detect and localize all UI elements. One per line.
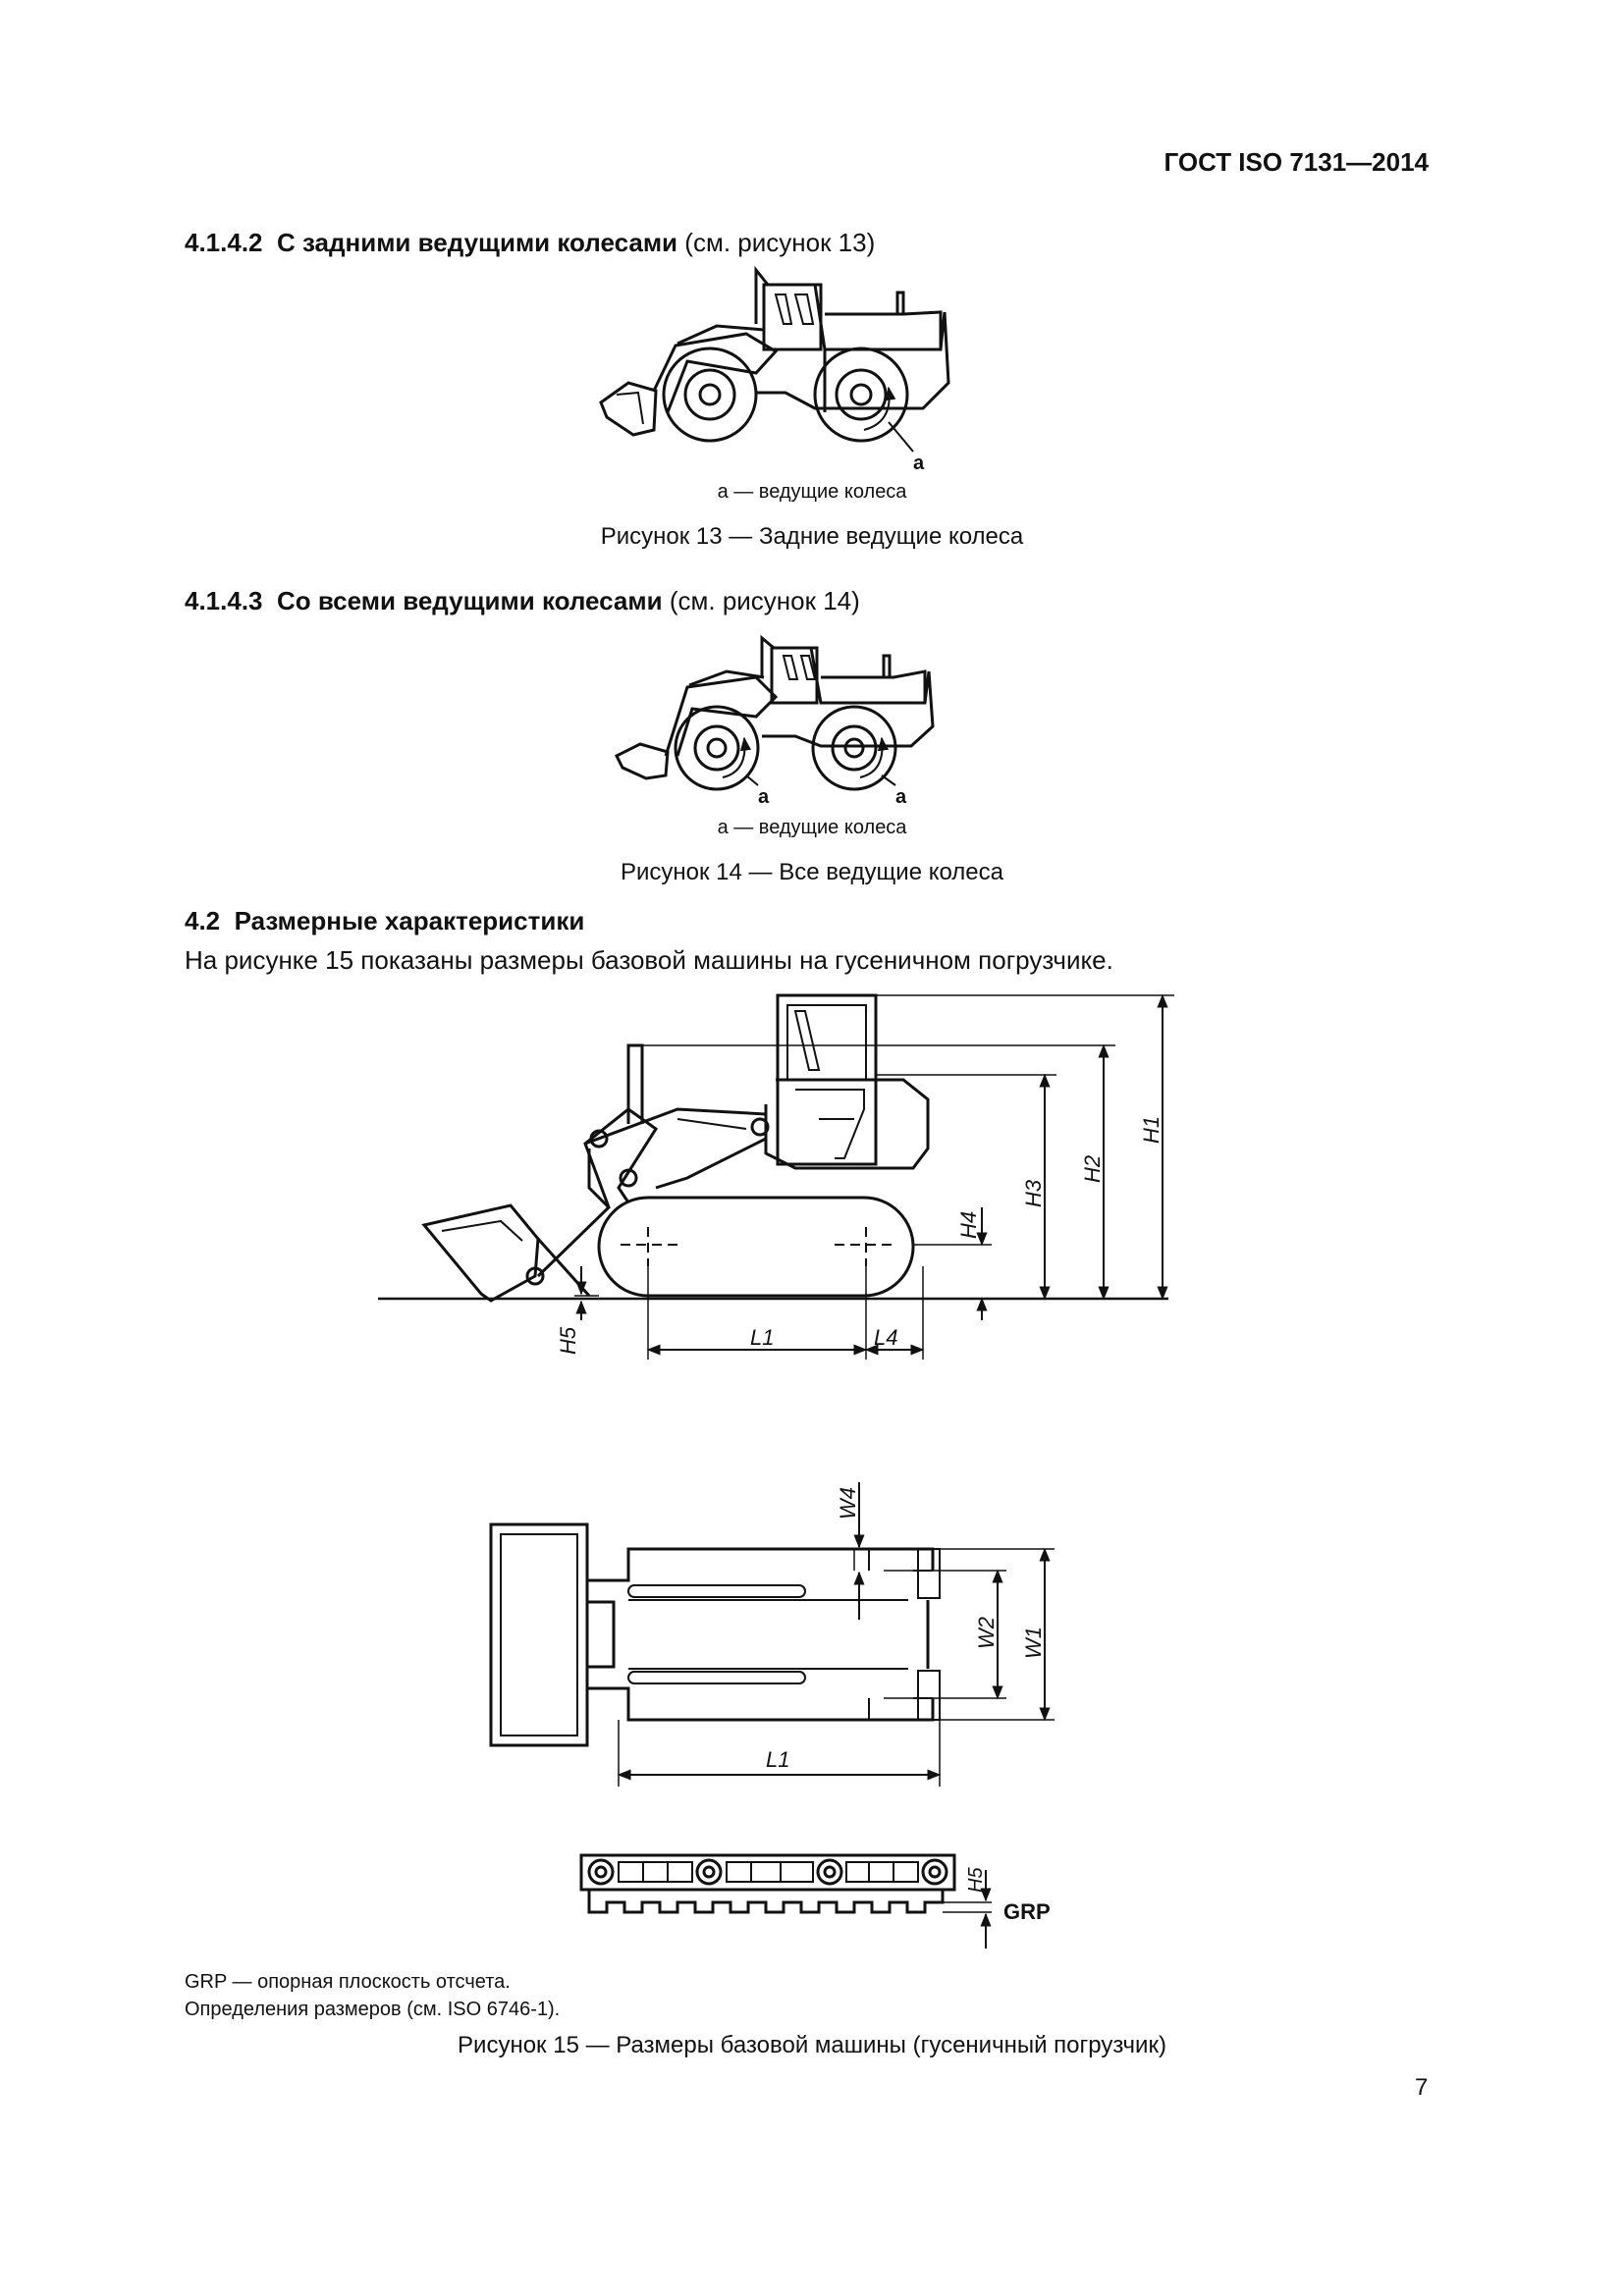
figure15-note-definitions: Определения размеров (см. ISO 6746-1). [185,1999,561,2020]
dimension-label-l1: L1 [750,1325,775,1350]
section-title: Со всеми ведущими колесами [276,586,663,615]
page-number: 7 [1415,2074,1429,2101]
dimension-label-h5: H5 [556,1326,580,1355]
figure14-label-a-rear: a [895,786,907,808]
dimension-label-w4: W4 [836,1487,860,1520]
figure15-top-view [491,1482,1055,1787]
dimension-label-h1: H1 [1139,1115,1164,1144]
dimension-label-w2: W2 [974,1617,999,1649]
figure14-caption: Рисунок 14 — Все ведущие колеса [621,859,1003,885]
section-number: 4.1.4.3 [185,586,263,615]
section-title: Размерные характеристики [234,906,585,935]
figure15-side-view [378,995,1174,1360]
figure14-label-a-front: a [758,786,770,808]
figure14-loader-drawing [617,638,933,789]
dimension-label-h5-track: H5 [965,1867,987,1893]
figure15-note-grp: GRP — опорная плоскость отсчета. [185,1971,511,1993]
document-header: ГОСТ ISO 7131—2014 [1164,147,1429,177]
figure-reference: (см. рисунок 13) [684,228,876,257]
grp-label: GRP [1003,1899,1051,1924]
figure15-track-detail [581,1855,992,1949]
dimension-label-w1: W1 [1021,1627,1046,1659]
dimension-label-h4: H4 [956,1210,981,1239]
dimension-label-h3: H3 [1021,1179,1046,1207]
dimension-label-h2: H2 [1080,1154,1105,1183]
figure15-caption: Рисунок 15 — Размеры базовой машины (гусеничный погрузчик) [458,2032,1166,2058]
body-paragraph: На рисунке 15 показаны размеры базовой машины на гусеничном погрузчике. [185,945,1113,975]
section-number: 4.1.4.2 [185,228,263,257]
figure13-legend: a — ведущие колеса [717,481,907,503]
figure13-label-a: a [913,453,925,474]
figure14-legend: a — ведущие колеса [717,817,907,838]
figure13-caption: Рисунок 13 — Задние ведущие колеса [600,523,1024,550]
section-title: С задними ведущими колесами [276,228,678,257]
dimension-label-l4: L4 [874,1325,898,1350]
figure13-loader-drawing [601,270,948,452]
section-number: 4.2 [185,906,221,935]
figure-reference: (см. рисунок 14) [669,586,860,615]
dimension-label-l1-top: L1 [766,1747,790,1772]
